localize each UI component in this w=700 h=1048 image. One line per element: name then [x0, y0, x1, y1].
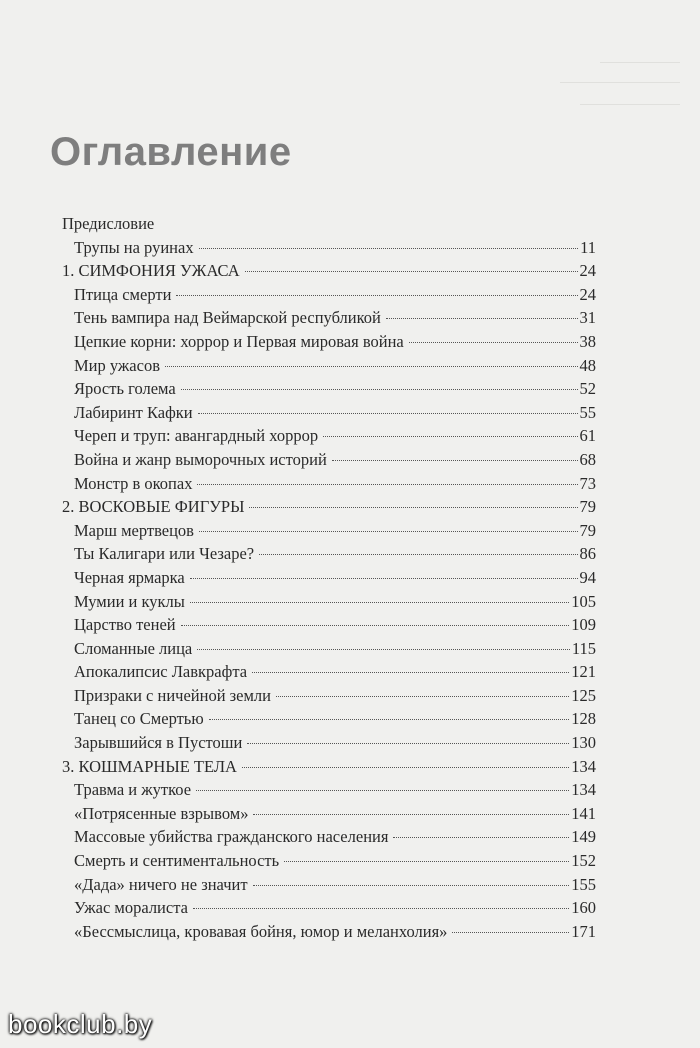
toc-section-entry: [62, 566, 596, 590]
toc-entry-title: Мир ужасов: [74, 355, 160, 375]
toc-entry-title: Черная ярмарка: [74, 567, 185, 587]
toc-page-number: 109: [571, 615, 596, 635]
toc-page-number: 149: [571, 827, 596, 847]
toc-entry-title: Танец со Смертью: [74, 709, 204, 729]
toc-page-number: 155: [571, 874, 596, 894]
toc-entry-title: Царство теней: [74, 615, 176, 635]
toc-entry-title: Ярость голема: [74, 379, 176, 399]
dot-leader: [332, 460, 578, 461]
toc-entry-title: Птица смерти: [74, 284, 172, 304]
toc-section-entry: [62, 448, 596, 472]
dot-leader: [253, 814, 569, 815]
toc-entry-title: «Дада» ничего не значит: [74, 874, 248, 894]
dot-leader: [196, 790, 569, 791]
dot-leader: [386, 318, 578, 319]
toc-section-entry: [62, 802, 596, 826]
toc-entry-title: Череп и труп: авангардный хоррор: [74, 426, 319, 446]
toc-section-entry: [62, 306, 596, 330]
toc-section-entry: [62, 424, 596, 448]
toc-page-number: 31: [579, 308, 596, 328]
toc-chapter-entry: [62, 755, 596, 779]
toc-page-number: 130: [571, 733, 596, 753]
dot-leader: [284, 861, 569, 862]
toc-page-number: 73: [579, 473, 596, 493]
toc-page-number: 79: [579, 520, 596, 540]
toc-entry-title: Цепкие корни: хоррор и Первая мировая война: [74, 331, 404, 351]
toc-entry-title: Мумии и куклы: [74, 591, 185, 611]
dot-leader: [181, 625, 570, 626]
dot-leader: [409, 342, 578, 343]
toc-page-number: 55: [579, 402, 596, 422]
dot-leader: [193, 908, 569, 909]
dot-leader: [247, 743, 569, 744]
toc-entry-title: Ты Калигари или Чезаре?: [74, 544, 255, 564]
toc-section-entry: [62, 519, 596, 543]
toc-page-number: 24: [579, 284, 596, 304]
bleed-through-line: [580, 104, 680, 105]
dot-leader: [276, 696, 569, 697]
toc-entry-title: Монстр в окопах: [74, 473, 193, 493]
dot-leader: [181, 389, 578, 390]
dot-leader: [393, 837, 569, 838]
toc-page-number: 128: [571, 709, 596, 729]
toc-section-entry: [62, 873, 596, 897]
toc-page-number: 105: [571, 591, 596, 611]
dot-leader: [197, 484, 577, 485]
toc-page-number: 48: [579, 355, 596, 375]
toc-section-entry: [62, 283, 596, 307]
toc-section-entry: [62, 590, 596, 614]
watermark: bookclub.by: [8, 1009, 153, 1039]
toc-section-entry: [62, 920, 596, 944]
dot-leader: [190, 602, 569, 603]
page-title: Оглавление: [50, 130, 292, 174]
toc-section-entry: [62, 542, 596, 566]
toc-section-entry: [62, 637, 596, 661]
toc-entry-title: Предисловие: [62, 214, 155, 233]
toc-section-entry: [62, 354, 596, 378]
toc-entry-title: Ужас моралиста: [74, 898, 188, 918]
toc-entry-title: Апокалипсис Лавкрафта: [74, 662, 248, 682]
toc-page-number: 61: [579, 426, 596, 446]
dot-leader: [197, 649, 570, 650]
toc-section-entry: [62, 849, 596, 873]
toc-chapter-entry: [62, 495, 596, 519]
toc-page-number: 125: [571, 685, 596, 705]
toc-entry-title: Тень вампира над Веймарской республикой: [74, 308, 381, 328]
toc-section-entry: [62, 707, 596, 731]
toc-page-number: 160: [571, 898, 596, 918]
toc-page-number: 134: [571, 756, 596, 776]
dot-leader: [199, 248, 579, 249]
dot-leader: [323, 436, 577, 437]
toc-section-entry: [62, 731, 596, 755]
toc-section-entry: [62, 778, 596, 802]
toc-section-entry: [62, 401, 596, 425]
toc-page-number: 134: [571, 780, 596, 800]
toc-section-entry: [62, 825, 596, 849]
toc-entry-title: Марш мертвецов: [74, 520, 194, 540]
toc-section-entry: [62, 613, 596, 637]
toc-page-number: 68: [579, 449, 596, 469]
toc-page-number: 94: [579, 567, 596, 587]
dot-leader: [176, 295, 577, 296]
toc-page-number: 52: [579, 379, 596, 399]
toc-entry-title: «Бессмыслица, кровавая бойня, юмор и меланхолия»: [74, 921, 448, 941]
toc-entry-title: Зарывшийся в Пустоши: [74, 733, 243, 753]
bleed-through-line: [560, 82, 680, 83]
toc-section-entry: [62, 660, 596, 684]
toc-page-number: 79: [579, 497, 596, 517]
toc-page-number: 86: [579, 544, 596, 564]
dot-leader: [259, 554, 577, 555]
dot-leader: [209, 719, 570, 720]
dot-leader: [242, 767, 569, 768]
dot-leader: [199, 531, 578, 532]
toc-chapter-entry: [62, 212, 596, 236]
dot-leader: [198, 413, 578, 414]
dot-leader: [252, 672, 569, 673]
toc-page-number: 11: [580, 237, 596, 257]
toc-entry-title: Война и жанр выморочных историй: [74, 449, 327, 469]
dot-leader: [249, 507, 577, 508]
toc-section-entry: [62, 684, 596, 708]
toc-entry-title: Сломанные лица: [74, 638, 193, 658]
toc-chapter-entry: [62, 259, 596, 283]
toc-entry-title: Призраки с ничейной земли: [74, 685, 272, 705]
toc-page-number: 24: [579, 261, 596, 281]
toc-entry-title: «Потрясенные взрывом»: [74, 803, 249, 823]
toc-page-number: 115: [571, 638, 596, 658]
toc-section-entry: [62, 896, 596, 920]
dot-leader: [245, 271, 578, 272]
toc-entry-title: Травма и жуткое: [74, 780, 192, 800]
toc-entry-title: 2. ВОСКОВЫЕ ФИГУРЫ: [62, 497, 245, 517]
toc-page-number: 171: [571, 921, 596, 941]
dot-leader: [165, 366, 578, 367]
toc-section-entry: [62, 377, 596, 401]
toc-entry-title: Трупы на руинах: [74, 237, 194, 257]
toc-entry-title: Смерть и сентиментальность: [74, 851, 280, 871]
toc-page-number: 38: [579, 331, 596, 351]
dot-leader: [452, 932, 569, 933]
toc-entry-title: 3. КОШМАРНЫЕ ТЕЛА: [62, 756, 237, 776]
bleed-through-line: [600, 62, 680, 63]
toc-page-number: 141: [571, 803, 596, 823]
toc-page-number: 121: [571, 662, 596, 682]
toc-entry-title: Массовые убийства гражданского населения: [74, 827, 389, 847]
toc-page-number: 152: [571, 851, 596, 871]
dot-leader: [190, 578, 578, 579]
toc-section-entry: [62, 472, 596, 496]
toc-entry-title: Лабиринт Кафки: [74, 402, 193, 422]
dot-leader: [253, 885, 570, 886]
toc-section-entry: [62, 330, 596, 354]
toc-entry-title: 1. СИМФОНИЯ УЖАСА: [62, 261, 240, 281]
toc-section-entry: [62, 236, 596, 260]
table-of-contents: [62, 212, 596, 943]
